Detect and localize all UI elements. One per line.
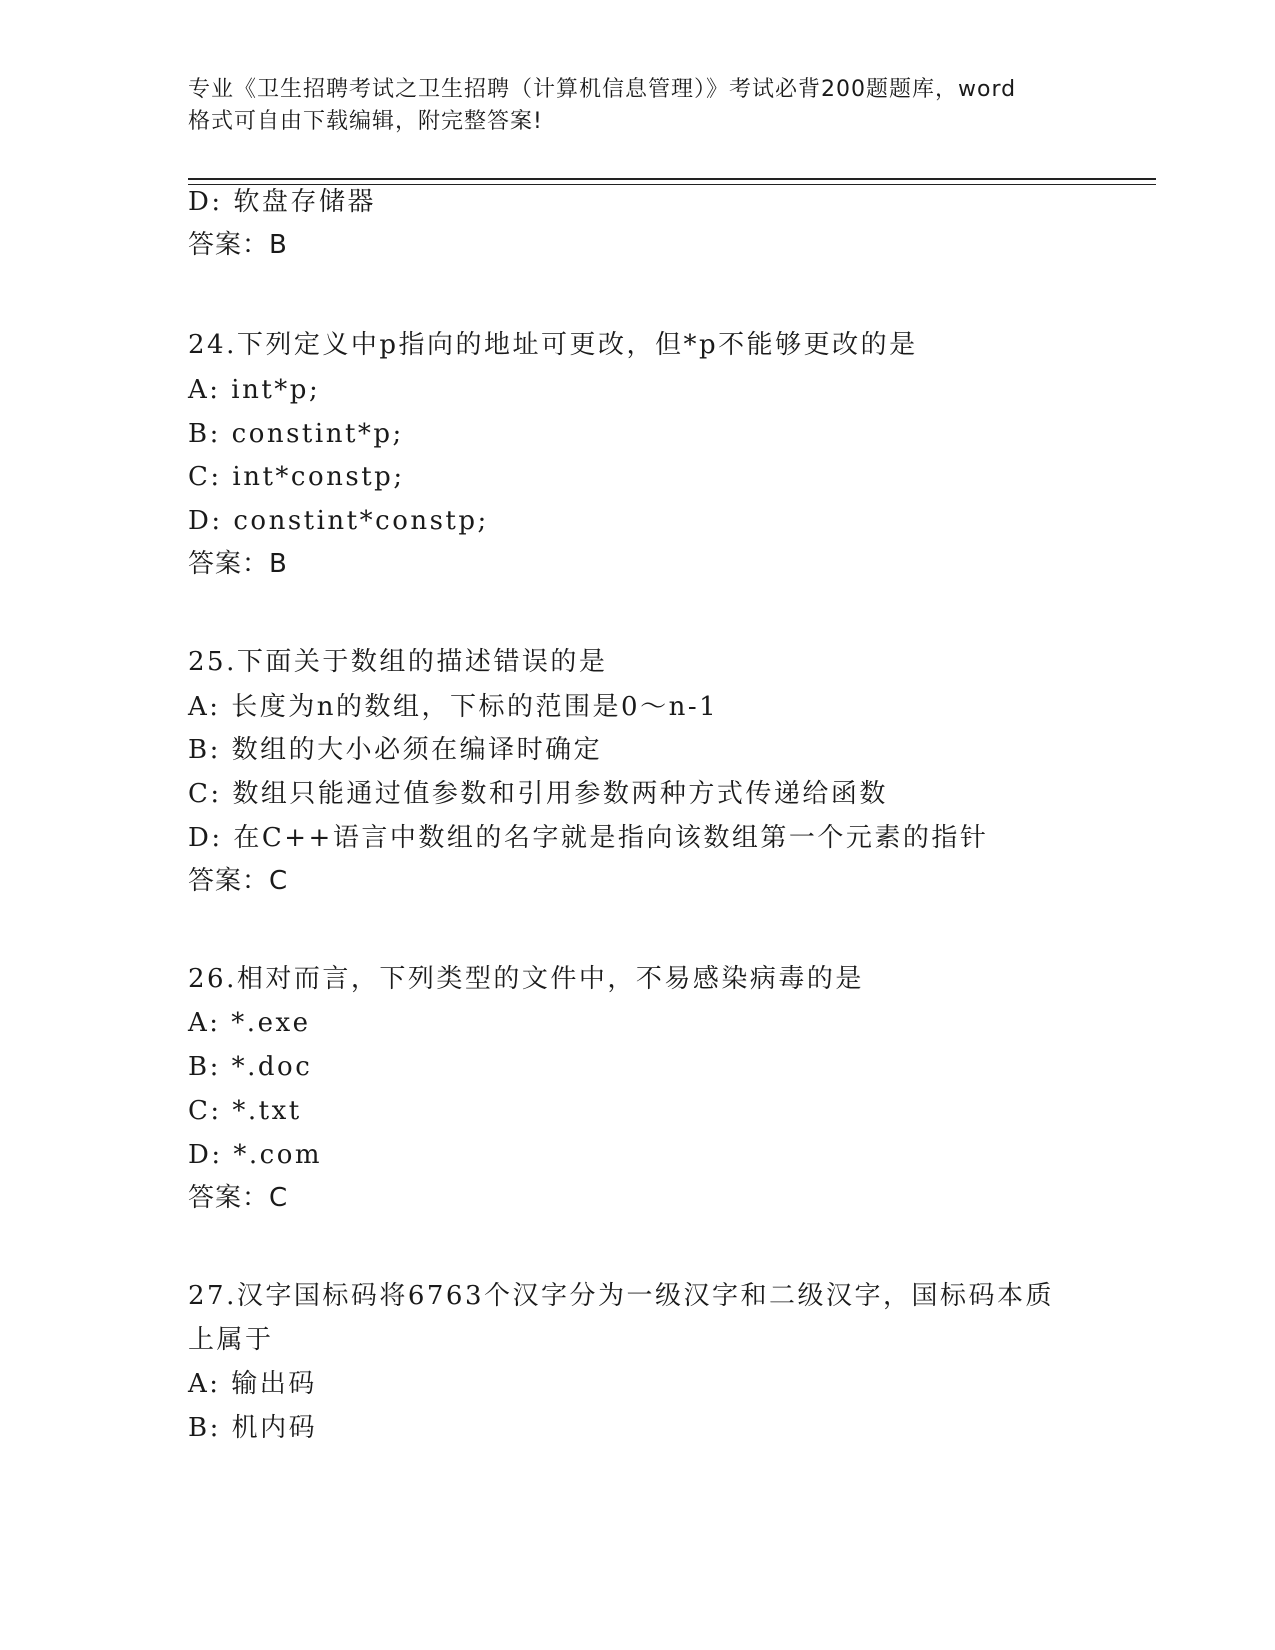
q26-question: 26.相对而言，下列类型的文件中，不易感染病毒的是 — [188, 964, 864, 994]
q24-question: 24.下列定义中p指向的地址可更改，但*p不能够更改的是 — [188, 330, 918, 360]
q25-question: 25.下面关于数组的描述错误的是 — [188, 647, 608, 677]
q24-option-c: C: int*constp; — [188, 462, 405, 492]
q26-option-b: B: *.doc — [188, 1052, 313, 1082]
q26-option-a: A: *.exe — [188, 1008, 311, 1038]
q27-question-line-1: 27.汉字国标码将6763个汉字分为一级汉字和二级汉字，国标码本质 — [188, 1281, 1055, 1311]
q25-option-d: D: 在C++语言中数组的名字就是指向该数组第一个元素的指针 — [188, 823, 989, 853]
q25-option-c: C: 数组只能通过值参数和引用参数两种方式传递给函数 — [188, 779, 888, 809]
q23-option-d: D: 软盘存储器 — [188, 187, 376, 217]
q26-option-c: C: *.txt — [188, 1096, 302, 1126]
header-title-line-2: 格式可自由下载编辑，附完整答案! — [188, 109, 543, 134]
q27-option-b: B: 机内码 — [188, 1413, 318, 1443]
q24-option-b: B: constint*p; — [188, 419, 404, 449]
q26-option-d: D: *.com — [188, 1140, 323, 1170]
q24-answer: 答案：B — [188, 549, 288, 579]
header-divider-thick — [188, 178, 1156, 180]
header-title-line-1: 专业《卫生招聘考试之卫生招聘（计算机信息管理）》考试必背200题题库，word — [188, 77, 1017, 102]
q26-answer: 答案：C — [188, 1183, 289, 1213]
q27-option-a: A: 输出码 — [188, 1369, 317, 1399]
document-header — [188, 74, 1088, 138]
q25-option-b: B: 数组的大小必须在编译时确定 — [188, 735, 603, 765]
q25-answer: 答案：C — [188, 866, 289, 896]
q25-option-a: A: 长度为n的数组，下标的范围是0～n-1 — [188, 692, 719, 722]
q24-option-a: A: int*p; — [188, 375, 321, 405]
q23-answer: 答案：B — [188, 230, 288, 260]
q27-question-line-2: 上属于 — [188, 1325, 274, 1355]
q24-option-d: D: constint*constp; — [188, 506, 489, 536]
